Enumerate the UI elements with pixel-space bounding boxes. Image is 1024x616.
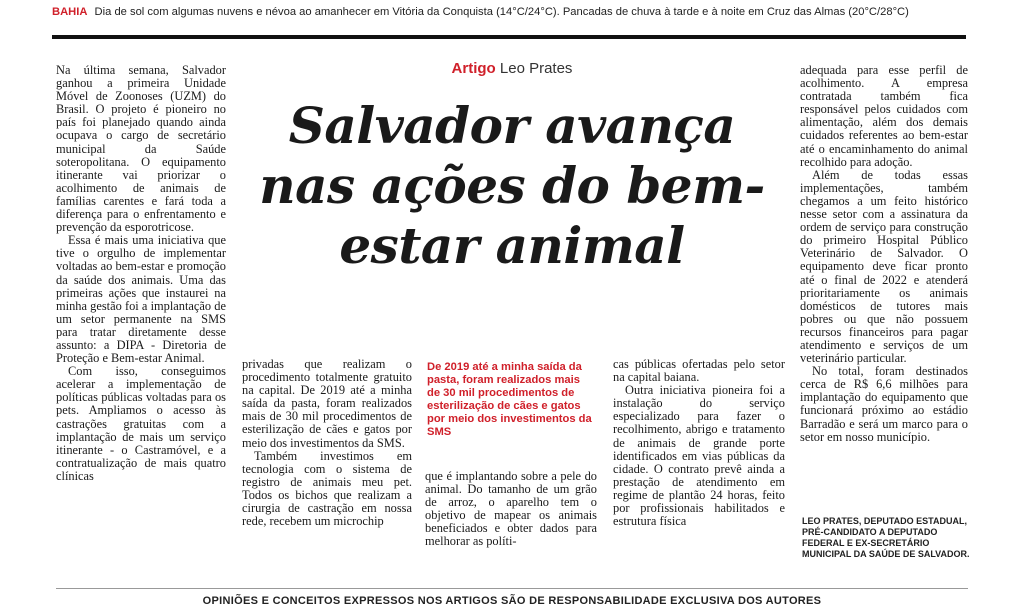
author-name: Leo Prates xyxy=(499,60,573,77)
article-column-1 xyxy=(56,64,226,588)
disclaimer-footer: OPINIÕES E CONCEITOS EXPRESSOS NOS ARTIGOS SÃO DE RESPONSABILIDADE EXCLUSIVA DOS AUTORES xyxy=(202,595,822,607)
article-column-4 xyxy=(613,358,785,588)
headline: Salvador avança nas ações do bem-estar animal xyxy=(259,96,765,275)
paragraph: Com isso, conseguimos acelerar a implementação de políticas públicas voltadas para os pets. Ampliamos o acesso às castrações gratuitas com a implantação de mais um serviço itinerante - o Castramóvel, e a contratualização de mais quatro clínicas xyxy=(56,364,226,483)
paragraph: Outra iniciativa pioneira foi a instalação do serviço especializado para fazer o recolhimento, abrigo e tratamento de animais de grande porte identificados em vias públicas da cidade. O contrato prevê ainda a prestação de atendimento em regime de plantão 24 horas, feito por profissionais habilitados e estrutura física xyxy=(613,383,785,529)
weather-forecast-text: Dia de sol com algumas nuvens e névoa ao amanhecer em Vitória da Conquista (14°C/24°C). Pancadas de chuva à tarde e à noite em Cruz das Almas (20°C/28°C) xyxy=(94,6,909,18)
article-kicker xyxy=(240,60,784,77)
paragraph: No total, foram destinados cerca de R$ 6,6 milhões para implantação do equipamento que funcionará próximo ao estádio Barradão e será um marco para o setor em nosso município. xyxy=(800,364,968,444)
paragraph: Além de todas essas implementações, também chegamos a um feito histórico nesse setor com a assinatura da ordem de serviço para construção do primeiro Hospital Público Veterinário de Salvador. O equipamento deve ficar pronto até o final de 2022 e atenderá prioritariamente os animais domésticos de tutores mais pobres ou que não possuem recursos financeiros para pagar atendimento e serviços de um veterinário particular. xyxy=(800,167,968,366)
paragraph: Também investimos em tecnologia com o sistema de registro de animais meu pet. Todos os bichos que realizam a cirurgia de castração em nossa rede, recebem um microchip xyxy=(242,448,412,529)
pull-quote: De 2019 até a minha saída da pasta, foram realizados mais de 30 mil procedimentos de esterilização de cães e gatos por meio dos investimentos da SMS xyxy=(427,361,592,438)
paragraph: Essa é mais uma iniciativa que tive o orgulho de implementar voltadas ao bem-estar e promoção da saúde dos animais. Uma das primeiras ações que instaurei na minha gestão foi a implantação de um setor permanente na SMS para tratar diretamente desse assunto: a DIPA - Diretoria de Proteção e Bem-estar Animal. xyxy=(56,233,226,366)
top-divider xyxy=(52,35,966,39)
author-bio: LEO PRATES, DEPUTADO ESTADUAL, PRÉ-CANDIDATO A DEPUTADO FEDERAL E EX-SECRETÁRIO MUNICIPAL DA SAÚDE DE SALVADOR. xyxy=(802,516,970,559)
weather-bar xyxy=(52,6,982,18)
paragraph: Na última semana, Salvador ganhou a primeira Unidade Móvel de Zoonoses (UZM) do Brasil. O projeto é pioneiro no país foi planejado quando ainda ocupava o cargo de secretário municipal da Saúde soteropolitana. O equipamento itinerante vai priorizar o acolhimento de animais de famílias carentes e fará toda a diferença para o enfrentamento e prevenção da esporotricose. xyxy=(56,64,226,235)
article-column-3 xyxy=(425,470,597,588)
bottom-divider xyxy=(56,588,968,589)
section-label: Artigo xyxy=(451,60,496,77)
paragraph: privadas que realizam o procedimento totalmente gratuito na capital. De 2019 até a minha saída da pasta, foram realizados mais de 30 mil procedimentos de esterilização de cães e gatos por meio dos investimentos da SMS. xyxy=(242,358,412,450)
article-column-2 xyxy=(242,358,412,588)
paragraph: cas públicas ofertadas pelo setor na capital baiana. xyxy=(613,358,785,385)
paragraph: adequada para esse perfil de acolhimento. A empresa contratada também fica responsável pelos cuidados com alimentação, além dos demais cuidados referentes ao bem-estar até o encaminhamento do animal recolhido para adoção. xyxy=(800,64,968,169)
weather-state-label: BAHIA xyxy=(52,6,88,18)
article-column-5 xyxy=(800,64,968,504)
paragraph: que é implantando sobre a pele do animal. Do tamanho de um grão de arroz, o aparelho tem o objetivo de mapear os animais beneficiados e obter dados para melhorar as políti- xyxy=(425,470,597,549)
